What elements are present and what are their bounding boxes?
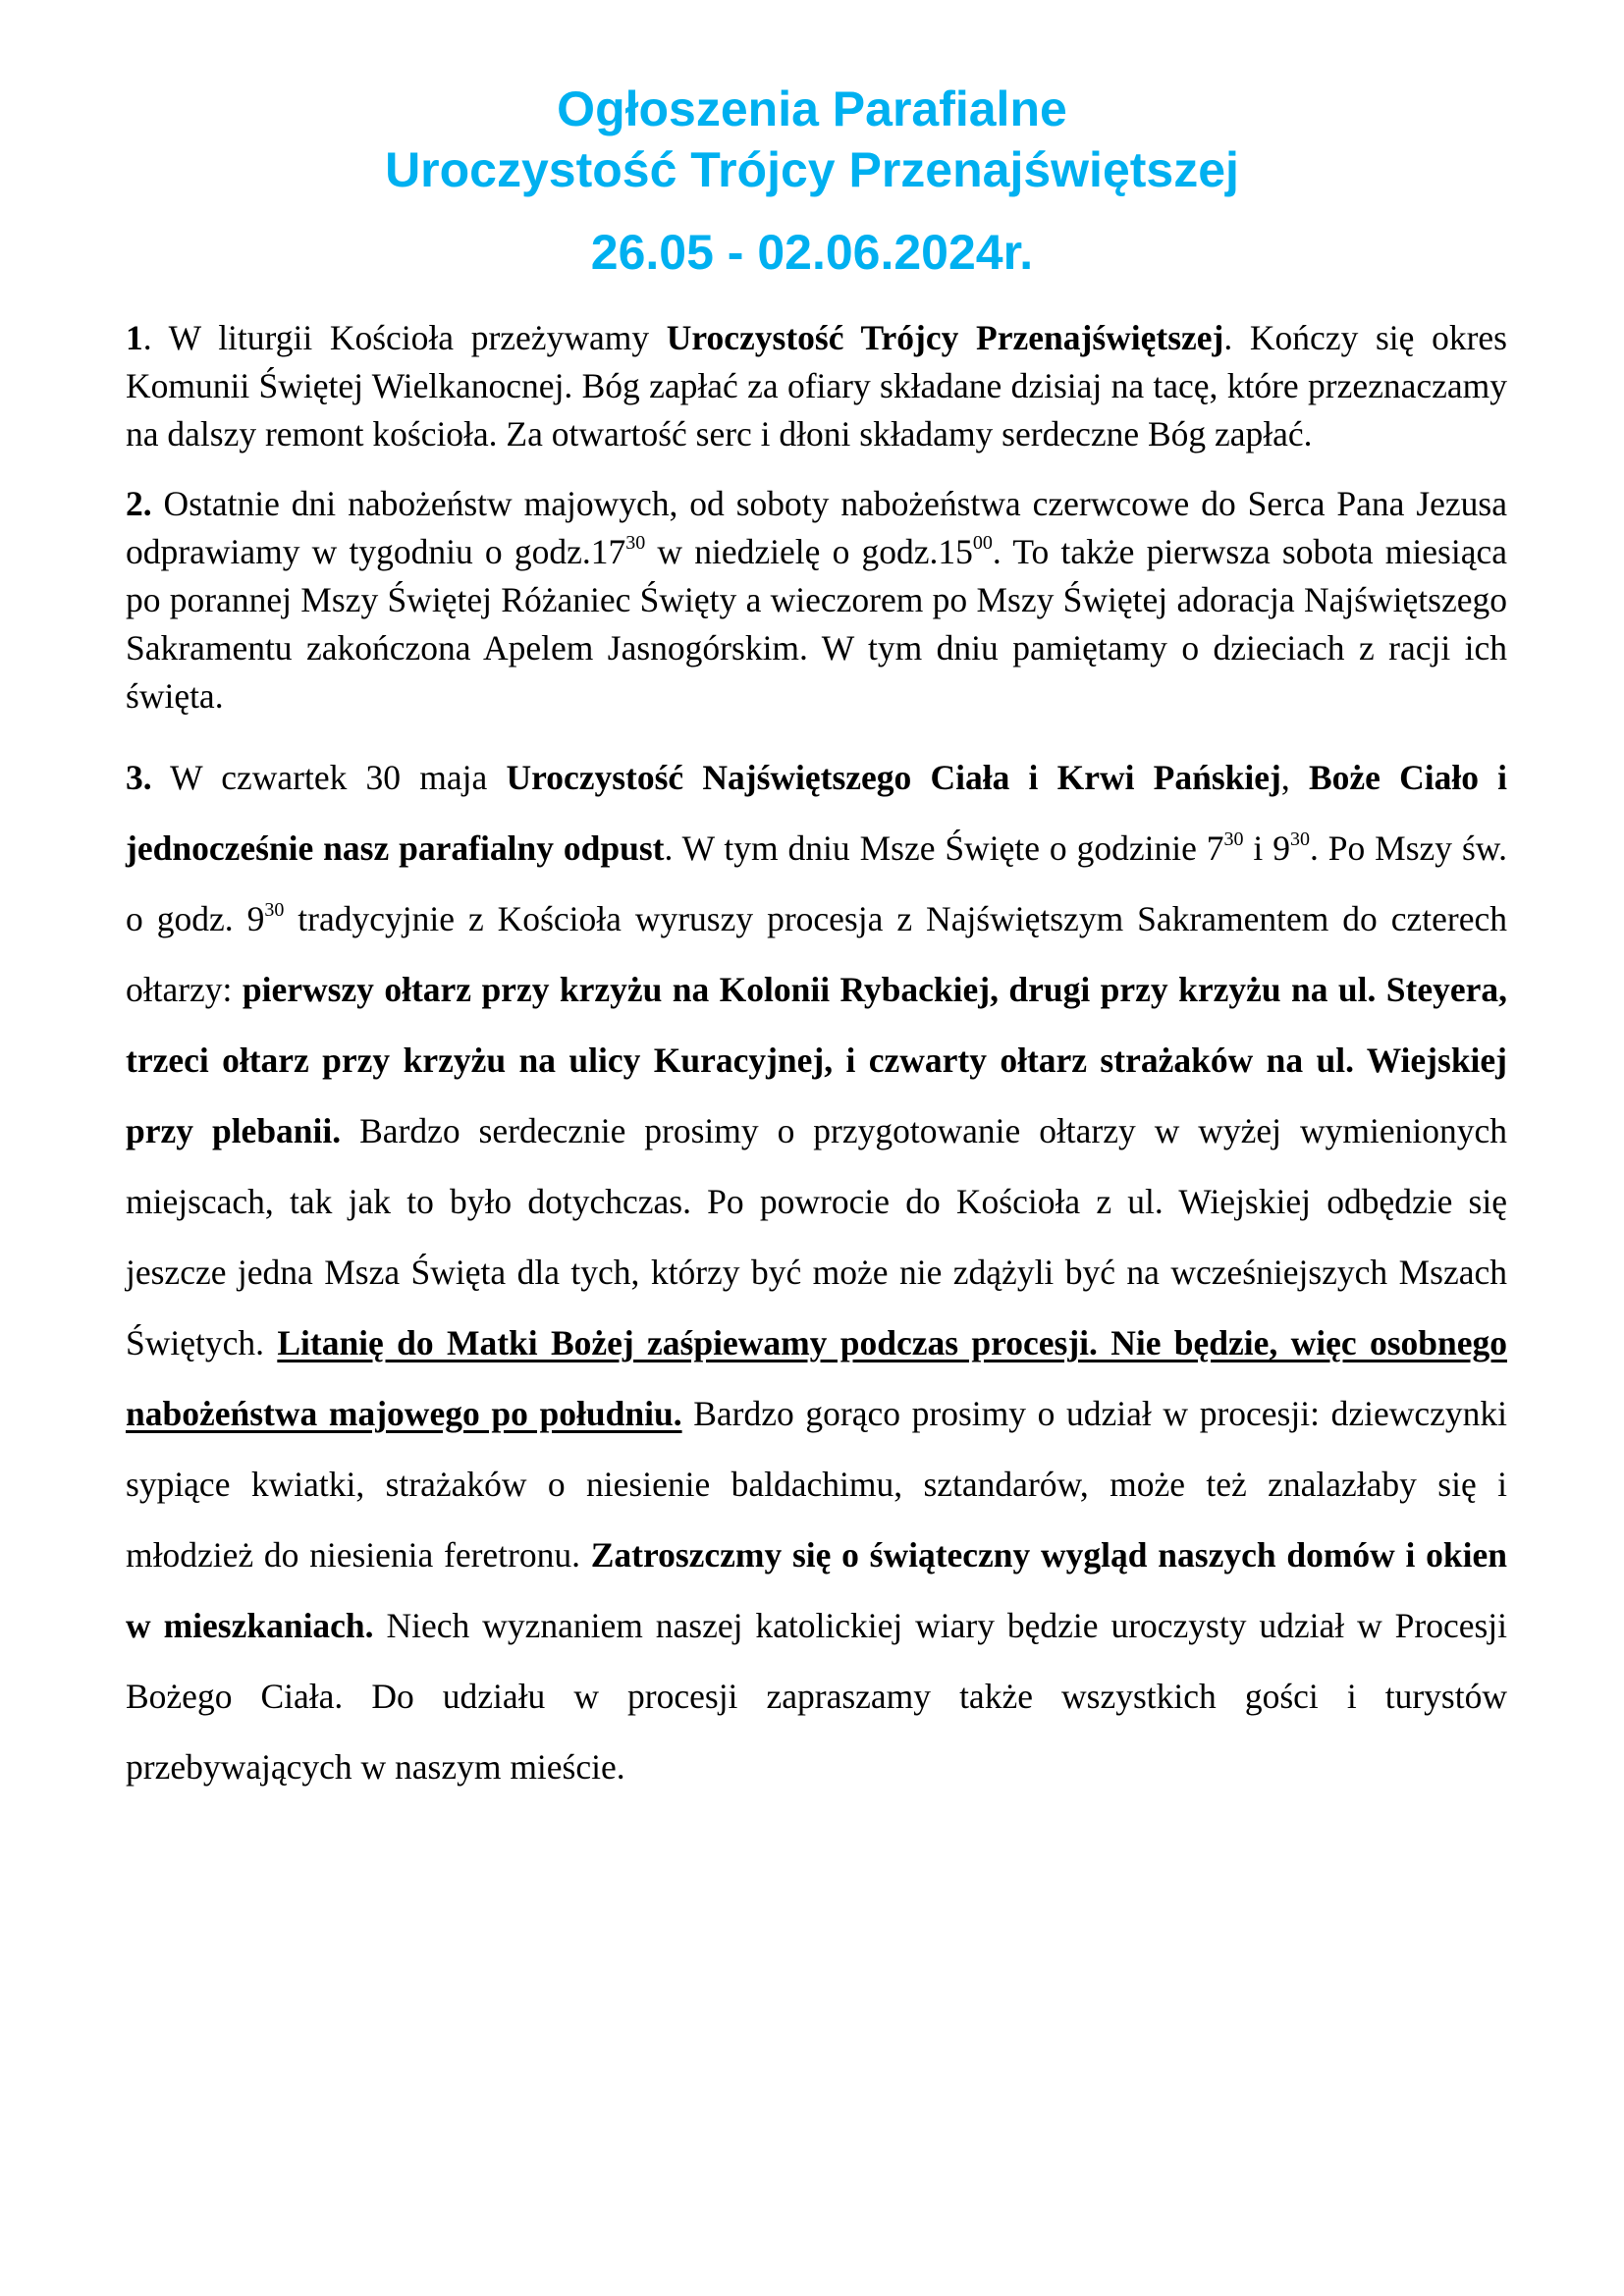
- page-title: Ogłoszenia Parafialne: [557, 81, 1067, 136]
- text-run: tradycyjnie z Kościoła wyruszy procesja z Najświętszym Sakramentem do czterech ołtarzy:: [126, 899, 1507, 1009]
- text-run: . Kończy się okres Komunii Świętej Wielkanocnej. Bóg zapłać za ofiary składane dzisiaj na tacę, które przeznaczamy na dalszy remont kościoła. Za otwartość serc i dłoni składamy serdeczne Bóg zapłać.: [126, 318, 1507, 454]
- announcement-1: [126, 314, 1507, 458]
- bold-run: pierwszy ołtarz przy krzyżu na Kolonii Rybackiej, drugi przy krzyżu na ul. Steyera, trzeci ołtarz przy krzyżu na ulicy Kuracyjnej, i czwarty ołtarz strażaków na ul. Wiejskiej przy plebanii.: [126, 970, 1507, 1150]
- bold-run: Uroczystość Trójcy Przenajświętszej: [666, 318, 1224, 357]
- announcement-number: 3.: [126, 758, 152, 797]
- text-run: Niech wyznaniem naszej katolickiej wiary będzie uroczysty udział w Procesji Bożego Ciała. Do udziału w procesji zapraszamy także wszystkich gości i turystów przebywających w naszym mieście.: [126, 1606, 1508, 1787]
- underlined-text: Litanię do Matki Bożej zaśpiewamy podczas procesji. Nie będzie, więc osobnego nabożeństwa majowego po południu.: [126, 1323, 1507, 1433]
- bold-run: Boże Ciało i jednocześnie nasz parafialny odpust: [126, 758, 1508, 868]
- text-run: ,: [1280, 758, 1309, 797]
- time-superscript: 30: [264, 899, 285, 921]
- text-run: Bardzo serdecznie prosimy o przygotowanie ołtarzy w wyżej wymienionych miejscach, tak jak to było dotychczas. Po powrocie do Kościoła z ul. Wiejskiej odbędzie się jeszcze jedna Msza Święta dla tych, którzy być może nie zdążyli być na wcześniejszych Mszach Świętych.: [126, 1111, 1507, 1362]
- date-range: 26.05 - 02.06.2024r.: [590, 225, 1034, 280]
- time-superscript: 30: [1289, 828, 1310, 850]
- announcements-body: [126, 314, 1507, 1802]
- text-run: w niedzielę o godz.15: [645, 532, 973, 571]
- text-run: i 9: [1243, 828, 1290, 868]
- time-superscript: 30: [625, 532, 646, 554]
- text-run: Ostatnie dni nabożeństw majowych, od soboty nabożeństwa czerwcowe do Serca Pana Jezusa odprawiamy w tygodniu o godz.17: [126, 484, 1507, 571]
- time-superscript: 30: [1223, 828, 1244, 850]
- announcement-3: [126, 742, 1507, 1802]
- announcement-number: 2.: [126, 484, 152, 523]
- text-run: . W liturgii Kościoła przeżywamy: [142, 318, 667, 357]
- bold-run: Uroczystość Najświętszego Ciała i Krwi Pańskiej: [506, 758, 1281, 797]
- announcement-number: 1: [126, 318, 143, 357]
- announcement-header: [0, 79, 1624, 283]
- text-run: W czwartek 30 maja: [151, 758, 507, 797]
- text-run: Bardzo gorąco prosimy o udział w procesji: dziewczynki sypiące kwiatki, strażaków o niesienie baldachimu, sztandarów, może też znalazłaby się i młodzież do niesienia feretronu.: [126, 1394, 1507, 1575]
- text-run: . To także pierwsza sobota miesiąca po porannej Mszy Świętej Różaniec Święty a wieczorem po Mszy Świętej adoracja Najświętszego Sakramentu zakończona Apelem Jasnogórskim. W tym dniu pamiętamy o dzieciach z racji ich święta.: [126, 532, 1507, 716]
- text-run: . Po Mszy św. o godz. 9: [126, 828, 1507, 938]
- bold-run: Zatroszczmy się o świąteczny wygląd naszych domów i okien w mieszkaniach.: [126, 1535, 1507, 1645]
- text-run: . W tym dniu Msze Święte o godzinie 7: [664, 828, 1224, 868]
- time-superscript: 00: [972, 532, 993, 554]
- announcement-2: [126, 480, 1507, 721]
- page-subtitle: Uroczystość Trójcy Przenajświętszej: [385, 142, 1239, 197]
